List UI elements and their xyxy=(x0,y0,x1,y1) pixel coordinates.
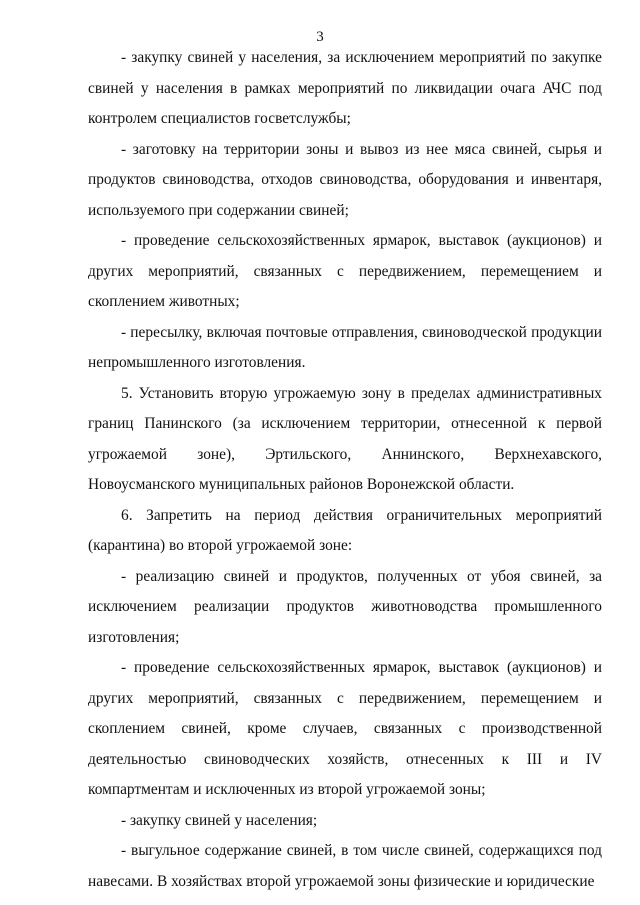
paragraph-sale-of-pigs: - реализацию свиней и продуктов, полученных от убоя свиней, за исключением реализации продуктов животноводства промышленного изготовления; xyxy=(88,567,602,646)
paragraph-fairs-exhibitions-pigs: - проведение сельскохозяйственных ярмарок, выставок (аукционов) и других мероприятий, связанных с передвижением, перемещением и скоплением свиней, кроме случаев, связанных с производственной деятельностью свиноводческих хозяйств, отнесенных к III и IV компартментам и исключенных из второй угрожаемой зоны; xyxy=(88,659,602,798)
document-body xyxy=(88,43,602,897)
paragraph-free-range-keeping: - выгульное содержание свиней, в том числе свиней, содержащихся под навесами. В хозяйствах второй угрожаемой зоны физические и юридические xyxy=(88,842,602,890)
page-number: 3 xyxy=(316,29,324,45)
paragraph-purchase-pigs: - закупку свиней у населения; xyxy=(121,811,318,829)
paragraph-procurement-export: - заготовку на территории зоны и вывоз из нее мяса свиней, сырья и продуктов свиноводства, отходов свиноводства, оборудования и инвентаря, используемого при содержании свиней; xyxy=(88,140,602,219)
paragraph-item-5-second-zone: 5. Установить вторую угрожаемую зону в пределах административных границ Панинского (за исключением территории, отнесенной к первой угрожаемой зоне), Эртильского, Аннинского, Верхнехавского, Новоусманского муниципальных районов Воронежской области. xyxy=(88,384,602,493)
paragraph-fairs-exhibitions-animals: - проведение сельскохозяйственных ярмарок, выставок (аукционов) и других мероприятий, связанных с передвижением, перемещением и скоплением животных; xyxy=(88,232,602,310)
paragraph-item-6-prohibitions: 6. Запретить на период действия ограничительных мероприятий (карантина) во второй угрожаемой зоне: xyxy=(88,506,602,554)
paragraph-postal-shipments: - пересылку, включая почтовые отправления, свиноводческой продукции непромышленного изготовления. xyxy=(88,323,602,371)
paragraph-purchase-pigs-population: - закупку свиней у населения, за исключением мероприятий по закупке свиней у населения в рамках мероприятий по ликвидации очага АЧС под контролем специалистов госветслужбы; xyxy=(88,49,602,127)
